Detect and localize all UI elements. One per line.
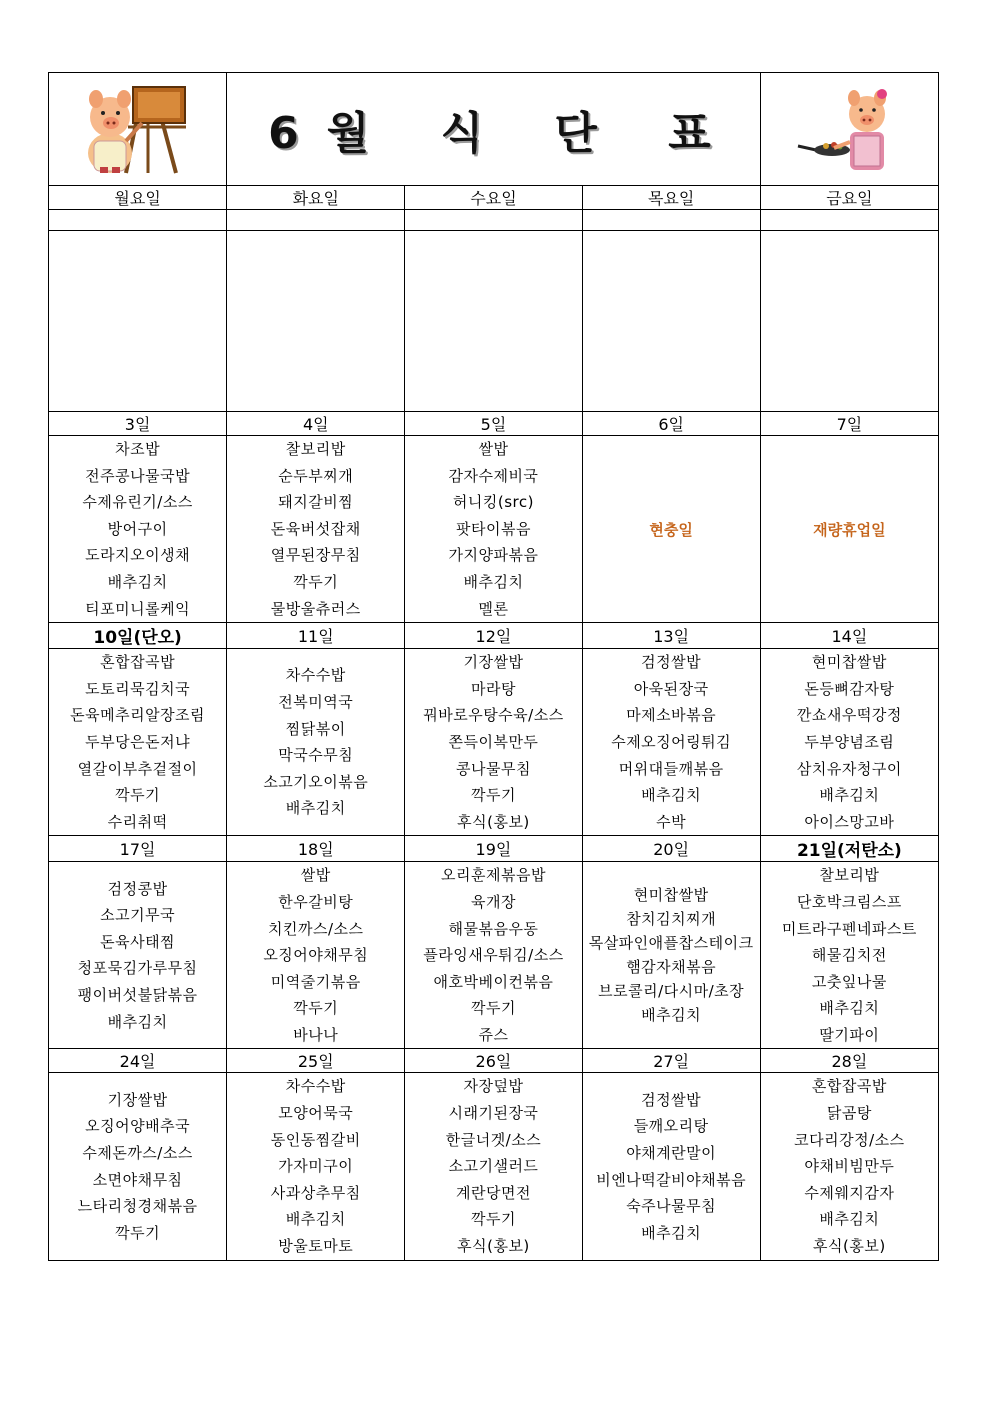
menu-item: 수제오징어링튀김	[611, 732, 732, 751]
menu-item: 열무된장무침	[270, 546, 361, 565]
menu-item: 숙주나물무침	[626, 1197, 717, 1216]
menu-cell	[227, 649, 405, 836]
menu-item: 검정쌀밥	[641, 653, 702, 672]
menu-item: 열갈이부추겉절이	[77, 759, 198, 778]
date-cell: 18일	[227, 836, 405, 862]
menu-item: 멜론	[478, 599, 509, 618]
pig-painter-cell	[49, 73, 227, 186]
menu-item: 깍두기	[293, 572, 339, 591]
date-cell: 14일	[760, 623, 938, 649]
menu-item: 찰보리밥	[285, 440, 346, 458]
menu-item: 모양어묵국	[278, 1104, 354, 1123]
menu-item: 순두부찌개	[278, 466, 354, 485]
blank-cell	[49, 231, 227, 412]
menu-row	[49, 862, 939, 1049]
blank-cell	[49, 210, 227, 231]
menu-item: 한우갈비탕	[278, 892, 354, 911]
weekday-header: 금요일	[760, 186, 938, 210]
blank-cell	[227, 210, 405, 231]
date-row	[49, 412, 939, 436]
menu-item: 소면야채무침	[92, 1170, 183, 1189]
menu-item: 혼합잡곡밥	[100, 653, 176, 672]
date-cell: 13일	[582, 623, 760, 649]
blank-cell	[405, 231, 582, 412]
blank-cell	[760, 231, 938, 412]
menu-item: 방울토마토	[278, 1237, 354, 1256]
blank-cell	[405, 210, 582, 231]
menu-item: 플라잉새우튀김/소스	[423, 946, 564, 965]
menu-item: 미트라구펜네파스트	[781, 919, 917, 938]
menu-item: 치킨까스/소스	[268, 919, 364, 938]
menu-item: 도라지오이생채	[85, 546, 191, 565]
menu-item: 목살파인애플찹스테이크	[588, 934, 754, 953]
menu-item: 수제웨지감자	[804, 1183, 895, 1202]
menu-item: 돈육사태찜	[100, 932, 176, 951]
menu-item: 육개장	[470, 892, 516, 911]
title-row	[49, 73, 939, 186]
menu-item: 배추김치	[819, 999, 880, 1018]
blank-cell	[227, 231, 405, 412]
menu-item: 물방울츄러스	[270, 599, 361, 618]
date-cell: 11일	[227, 623, 405, 649]
menu-item: 쌀밥	[478, 440, 509, 458]
pig-chef-cell	[760, 73, 938, 186]
holiday-label: 현충일	[649, 520, 693, 539]
menu-item: 돈육버섯잡채	[270, 519, 361, 538]
date-cell: 6일	[582, 412, 760, 436]
menu-item: 차수수밥	[285, 666, 346, 685]
menu-item: 배추김치	[107, 572, 168, 591]
menu-item: 기장쌀밥	[463, 653, 524, 672]
menu-item: 돈육메추리알장조림	[70, 706, 206, 725]
menu-item: 오징어야채무침	[263, 946, 369, 965]
menu-row	[49, 436, 939, 623]
menu-item: 자장덮밥	[463, 1077, 524, 1096]
menu-item: 배추김치	[285, 1210, 346, 1229]
menu-cell	[760, 862, 938, 1049]
menu-item: 티포미니롤케익	[85, 599, 191, 618]
date-row	[49, 1049, 939, 1073]
menu-cell	[405, 649, 582, 836]
title-cell	[227, 73, 761, 186]
menu-item: 찰보리밥	[819, 866, 880, 885]
weekday-header: 월요일	[49, 186, 227, 210]
menu-cell	[582, 862, 760, 1049]
menu-item: 수제돈까스/소스	[82, 1143, 193, 1162]
date-row	[49, 623, 939, 649]
menu-cell	[49, 1073, 227, 1260]
menu-item: 참치김치찌개	[626, 910, 717, 929]
menu-item: 깍두기	[293, 999, 339, 1018]
date-cell: 25일	[227, 1049, 405, 1073]
date-cell: 21일(저탄소)	[760, 836, 938, 862]
menu-item: 수리취떡	[107, 812, 168, 831]
menu-item: 미역줄기볶음	[270, 972, 361, 991]
menu-item: 야채계란말이	[626, 1143, 717, 1162]
menu-item: 사과상추무침	[270, 1183, 361, 1202]
menu-cell	[227, 1073, 405, 1260]
menu-cell	[760, 1073, 938, 1260]
weekday-header: 수요일	[405, 186, 582, 210]
menu-item: 수박	[656, 812, 687, 831]
menu-item: 아욱된장국	[633, 679, 709, 698]
menu-item: 야채비빔만두	[804, 1157, 895, 1176]
menu-item: 두부양념조림	[804, 732, 895, 751]
menu-item: 계란당면전	[455, 1183, 531, 1202]
menu-cell	[227, 436, 405, 623]
date-cell: 19일	[405, 836, 582, 862]
menu-item: 햄감자채볶음	[626, 958, 717, 977]
date-cell: 20일	[582, 836, 760, 862]
menu-item: 아이스망고바	[804, 812, 895, 831]
date-cell: 4일	[227, 412, 405, 436]
menu-cell	[405, 1073, 582, 1260]
menu-item: 혼합잡곡밥	[811, 1077, 887, 1096]
menu-row	[49, 1073, 939, 1260]
menu-item: 해물볶음우동	[448, 919, 539, 938]
date-cell: 10일(단오)	[49, 623, 227, 649]
menu-item: 깍두기	[470, 786, 516, 805]
menu-item: 비엔나떡갈비야채볶음	[596, 1170, 747, 1189]
menu-item: 차조밥	[115, 440, 161, 458]
menu-item: 가자미구이	[278, 1157, 354, 1176]
menu-item: 브로콜리/다시마/초장	[598, 982, 745, 1001]
date-cell: 28일	[760, 1049, 938, 1073]
menu-item: 도토리묵김치국	[85, 679, 191, 698]
menu-cell	[49, 862, 227, 1049]
date-cell: 7일	[760, 412, 938, 436]
menu-item: 팟타이볶음	[455, 519, 531, 538]
menu-item: 배추김치	[641, 1006, 702, 1025]
pig-painter-icon	[78, 83, 198, 175]
menu-item: 머위대들깨볶음	[618, 759, 724, 778]
menu-item: 전복미역국	[278, 693, 354, 712]
menu-item: 쫀득이복만두	[448, 732, 539, 751]
menu-item: 소고기오이볶음	[263, 772, 369, 791]
date-row	[49, 836, 939, 862]
menu-item: 깍두기	[470, 999, 516, 1018]
menu-item: 찜닭볶이	[285, 719, 346, 738]
date-cell: 17일	[49, 836, 227, 862]
menu-item: 마제소바볶음	[626, 706, 717, 725]
menu-item: 단호박크림스프	[796, 892, 902, 911]
menu-item: 깐쇼새우떡강정	[796, 706, 902, 725]
menu-cell	[49, 649, 227, 836]
menu-item: 배추김치	[285, 799, 346, 818]
date-cell: 12일	[405, 623, 582, 649]
menu-item: 바나나	[293, 1025, 339, 1044]
menu-item: 돈등뼈감자탕	[804, 679, 895, 698]
menu-item: 팽이버섯불닭볶음	[77, 985, 198, 1004]
menu-item: 오리훈제볶음밥	[441, 866, 546, 885]
menu-item: 후식(홍보)	[457, 812, 530, 831]
menu-item: 마라탕	[470, 679, 516, 698]
menu-item: 해물김치전	[811, 946, 887, 965]
menu-item: 오징어양배추국	[85, 1117, 191, 1136]
menu-item: 후식(홍보)	[457, 1237, 530, 1256]
date-cell: 5일	[405, 412, 582, 436]
menu-item: 쌀밥	[300, 866, 331, 885]
weekday-header: 화요일	[227, 186, 405, 210]
menu-cell	[227, 862, 405, 1049]
blank-date-row	[49, 210, 939, 231]
menu-cell	[760, 436, 938, 623]
menu-item: 쥬스	[478, 1025, 509, 1044]
menu-item: 배추김치	[463, 572, 524, 591]
date-cell: 3일	[49, 412, 227, 436]
menu-item: 후식(홍보)	[813, 1237, 886, 1256]
date-cell: 26일	[405, 1049, 582, 1073]
menu-item: 코다리강정/소스	[794, 1130, 905, 1149]
menu-item: 한글너겟/소스	[445, 1130, 542, 1149]
menu-item: 현미찹쌀밥	[811, 653, 887, 672]
menu-item: 콩나물무침	[455, 759, 531, 778]
menu-item: 감자수제비국	[448, 466, 539, 485]
menu-item: 두부당은돈저냐	[85, 732, 191, 751]
menu-item: 배추김치	[641, 786, 702, 805]
menu-item: 딸기파이	[819, 1025, 880, 1044]
menu-item: 배추김치	[641, 1223, 702, 1242]
menu-cell	[582, 649, 760, 836]
menu-item: 차수수밥	[285, 1077, 346, 1096]
menu-cell	[582, 1073, 760, 1260]
weekday-header-row	[49, 186, 939, 210]
menu-cell	[405, 862, 582, 1049]
menu-item: 애호박베이컨볶음	[433, 972, 554, 991]
date-cell: 27일	[582, 1049, 760, 1073]
menu-item: 배추김치	[819, 1210, 880, 1229]
menu-item: 꿔바로우탕수육/소스	[423, 706, 564, 725]
menu-item: 방어구이	[107, 519, 168, 538]
menu-item: 고춧잎나물	[811, 972, 887, 991]
menu-item: 소고기샐러드	[448, 1157, 539, 1176]
blank-menu-row	[49, 231, 939, 412]
menu-cell	[405, 436, 582, 623]
menu-item: 허니킹(src)	[452, 493, 534, 512]
menu-item: 깍두기	[470, 1210, 516, 1229]
blank-cell	[582, 210, 760, 231]
menu-item: 동인동찜갈비	[270, 1130, 361, 1149]
menu-item: 들깨오리탕	[633, 1117, 709, 1136]
weekday-header: 목요일	[582, 186, 760, 210]
menu-item: 돼지갈비찜	[278, 493, 354, 512]
menu-item: 검정쌀밥	[641, 1090, 702, 1109]
menu-item: 배추김치	[107, 1012, 168, 1031]
menu-item: 닭곰탕	[826, 1104, 872, 1123]
menu-item: 현미찹쌀밥	[633, 886, 709, 905]
menu-item: 삼치유자청구이	[796, 759, 902, 778]
menu-cell	[49, 436, 227, 623]
menu-cell	[582, 436, 760, 623]
menu-cell	[760, 649, 938, 836]
menu-item: 청포묵김가루무침	[77, 959, 198, 978]
menu-item: 배추김치	[819, 786, 880, 805]
menu-item: 느타리청경채볶음	[77, 1197, 198, 1216]
blank-cell	[582, 231, 760, 412]
page-title: 6월 식 단 표	[268, 108, 739, 159]
menu-item: 소고기무국	[100, 906, 176, 925]
menu-item: 가지양파볶음	[448, 546, 539, 565]
menu-item: 막국수무침	[278, 746, 354, 765]
meal-plan-table	[48, 72, 939, 1261]
menu-item: 시래기된장국	[448, 1104, 539, 1123]
holiday-label: 재량휴업일	[813, 520, 886, 539]
menu-item: 검정콩밥	[107, 879, 168, 898]
pig-chef-icon	[794, 84, 904, 174]
menu-item: 깍두기	[115, 786, 161, 805]
menu-row	[49, 649, 939, 836]
date-cell: 24일	[49, 1049, 227, 1073]
menu-item: 수제유린기/소스	[82, 493, 193, 512]
menu-item: 깍두기	[115, 1223, 161, 1242]
menu-item: 전주콩나물국밥	[85, 466, 191, 485]
menu-item: 기장쌀밥	[107, 1090, 168, 1109]
blank-cell	[760, 210, 938, 231]
